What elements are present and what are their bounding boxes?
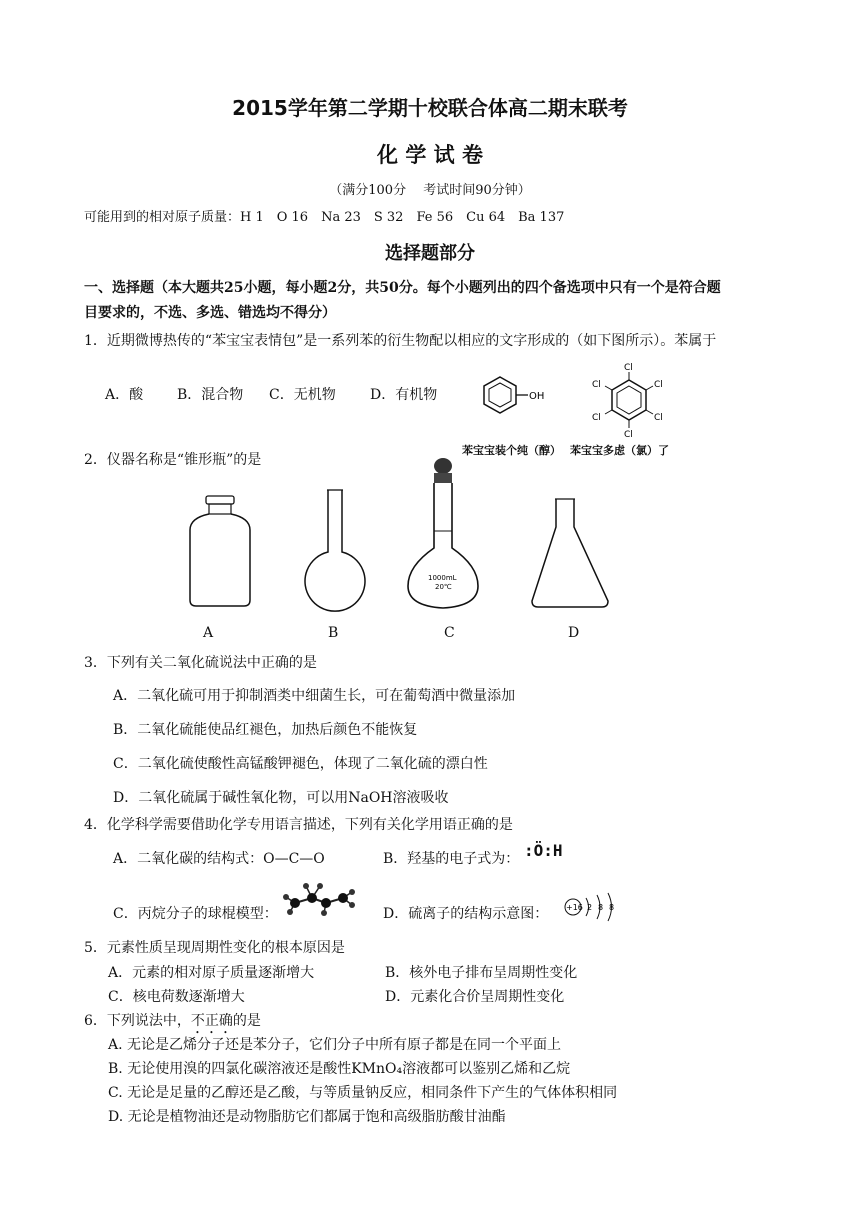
q1-option-c: C．无机物 xyxy=(269,387,336,403)
oh-label: OH xyxy=(529,391,545,402)
round-bottom-flask-image xyxy=(295,488,375,612)
q3-stem: 3．下列有关二氧化硫说法中正确的是 xyxy=(84,655,317,671)
q6-stem-suffix: 的是 xyxy=(232,1013,261,1029)
q3-option-a: A．二氧化硫可用于抑制酒类中细菌生长，可在葡萄酒中微量添加 xyxy=(113,688,516,704)
q5-stem: 5．元素性质呈现周期性变化的根本原因是 xyxy=(84,940,345,956)
shell-electrons: 8 xyxy=(609,903,615,912)
exam-title: 2015学年第二学期十校联合体高二期末联考 xyxy=(232,96,628,120)
q3-option-b: B．二氧化硫能使品红褪色，加热后颜色不能恢复 xyxy=(113,722,418,738)
hexachlorobenzene-structure-image xyxy=(572,360,682,438)
instructions-line-1: 一、选择题（本大题共25小题，每小题2分，共50分。每个小题列出的四个备选项中只有一个是符合题 xyxy=(84,280,721,296)
q1-option-b: B．混合物 xyxy=(177,387,244,403)
q2-label-b: B xyxy=(328,625,339,641)
q5-option-a: A．元素的相对原子质量逐渐增大 xyxy=(108,965,315,981)
reagent-bottle-image xyxy=(180,494,260,614)
q2-label-d: D xyxy=(568,625,580,641)
hydroxyl-electron-formula: :Ö:H xyxy=(524,841,563,860)
q5-option-b: B．核外电子排布呈周期性变化 xyxy=(385,965,578,981)
q6-option-b: B. 无论使用溴的四氯化碳溶液还是酸性KMnO₄溶液都可以鉴别乙烯和乙烷 xyxy=(108,1061,571,1077)
q5-option-c: C．核电荷数逐渐增大 xyxy=(108,989,245,1005)
shell-electrons: 2 xyxy=(587,903,593,912)
exam-info: （满分100分 考试时间90分钟） xyxy=(329,183,531,198)
conical-flask-image xyxy=(528,497,618,609)
propane-ball-stick-model-image xyxy=(282,880,356,916)
instructions-line-2: 目要求的，不选、多选、错选均不得分） xyxy=(84,305,336,321)
sulfur-nucleus-charge: +16 xyxy=(566,903,583,912)
phenol-caption: 苯宝宝装个纯（醇） xyxy=(462,444,561,457)
cl-label: Cl xyxy=(654,380,663,390)
q3-option-c: C．二氧化硫使酸性高锰酸钾褪色，体现了二氧化硫的漂白性 xyxy=(113,756,488,772)
q2-stem: 2．仪器名称是“锥形瓶”的是 xyxy=(84,452,262,468)
volumetric-flask-image xyxy=(400,456,500,616)
atomic-masses: 可能用到的相对原子质量：H 1 O 16 Na 23 S 32 Fe 56 Cu 64 Ba 137 xyxy=(84,210,565,225)
q2-label-c: C xyxy=(444,625,455,641)
q1-option-d: D．有机物 xyxy=(370,387,438,403)
q6-option-d: D. 无论是植物油还是动物脂肪它们都属于饱和高级脂肪酸甘油酯 xyxy=(108,1109,506,1125)
q6-stem xyxy=(84,1010,261,1037)
q1-option-a: A．酸 xyxy=(105,387,144,403)
q6-option-a: A. 无论是乙烯分子还是苯分子，它们分子中所有原子都是在同一个平面上 xyxy=(108,1037,562,1053)
cl-label: Cl xyxy=(592,380,601,390)
section-title: 选择题部分 xyxy=(385,243,475,264)
q4-option-a: A．二氧化碳的结构式：O—C—O xyxy=(113,851,325,867)
q1-stem: 1．近期微博热传的“苯宝宝表情包”是一系列苯的衍生物配以相应的文字形成的（如下图所示）。苯属于 xyxy=(84,333,717,349)
cl-label: Cl xyxy=(592,413,601,423)
flask-temp-mark: 20℃ xyxy=(435,583,452,591)
cl-label: Cl xyxy=(624,430,633,438)
cl-label: Cl xyxy=(654,413,663,423)
hexachlorobenzene-caption: 苯宝宝多虑（氯）了 xyxy=(570,444,669,457)
q3-option-d: D．二氧化硫属于碱性氧化物，可以用NaOH溶液吸收 xyxy=(113,790,449,806)
q4-stem: 4．化学科学需要借助化学专用语言描述，下列有关化学用语正确的是 xyxy=(84,817,513,833)
shell-electrons: 8 xyxy=(598,903,604,912)
cl-label: Cl xyxy=(624,363,633,373)
sulfide-ion-structure-image xyxy=(561,891,621,923)
q2-label-a: A xyxy=(203,625,214,641)
q4-option-b: B．羟基的电子式为： xyxy=(383,851,520,867)
q6-stem-emphasis: 不正确 xyxy=(190,1013,233,1029)
phenol-structure-image xyxy=(478,368,558,420)
flask-volume-mark: 1000mL xyxy=(428,574,457,582)
q6-stem-prefix: 6．下列说法中， xyxy=(84,1013,191,1029)
q6-option-c: C. 无论是足量的乙醇还是乙酸，与等质量钠反应，相同条件下产生的气体体积相同 xyxy=(108,1085,618,1101)
exam-subtitle: 化 学 试 卷 xyxy=(377,143,483,167)
q4-option-d: D．硫离子的结构示意图： xyxy=(383,906,549,922)
q4-option-c: C．丙烷分子的球棍模型： xyxy=(113,906,278,922)
q5-option-d: D．元素化合价呈周期性变化 xyxy=(385,989,565,1005)
